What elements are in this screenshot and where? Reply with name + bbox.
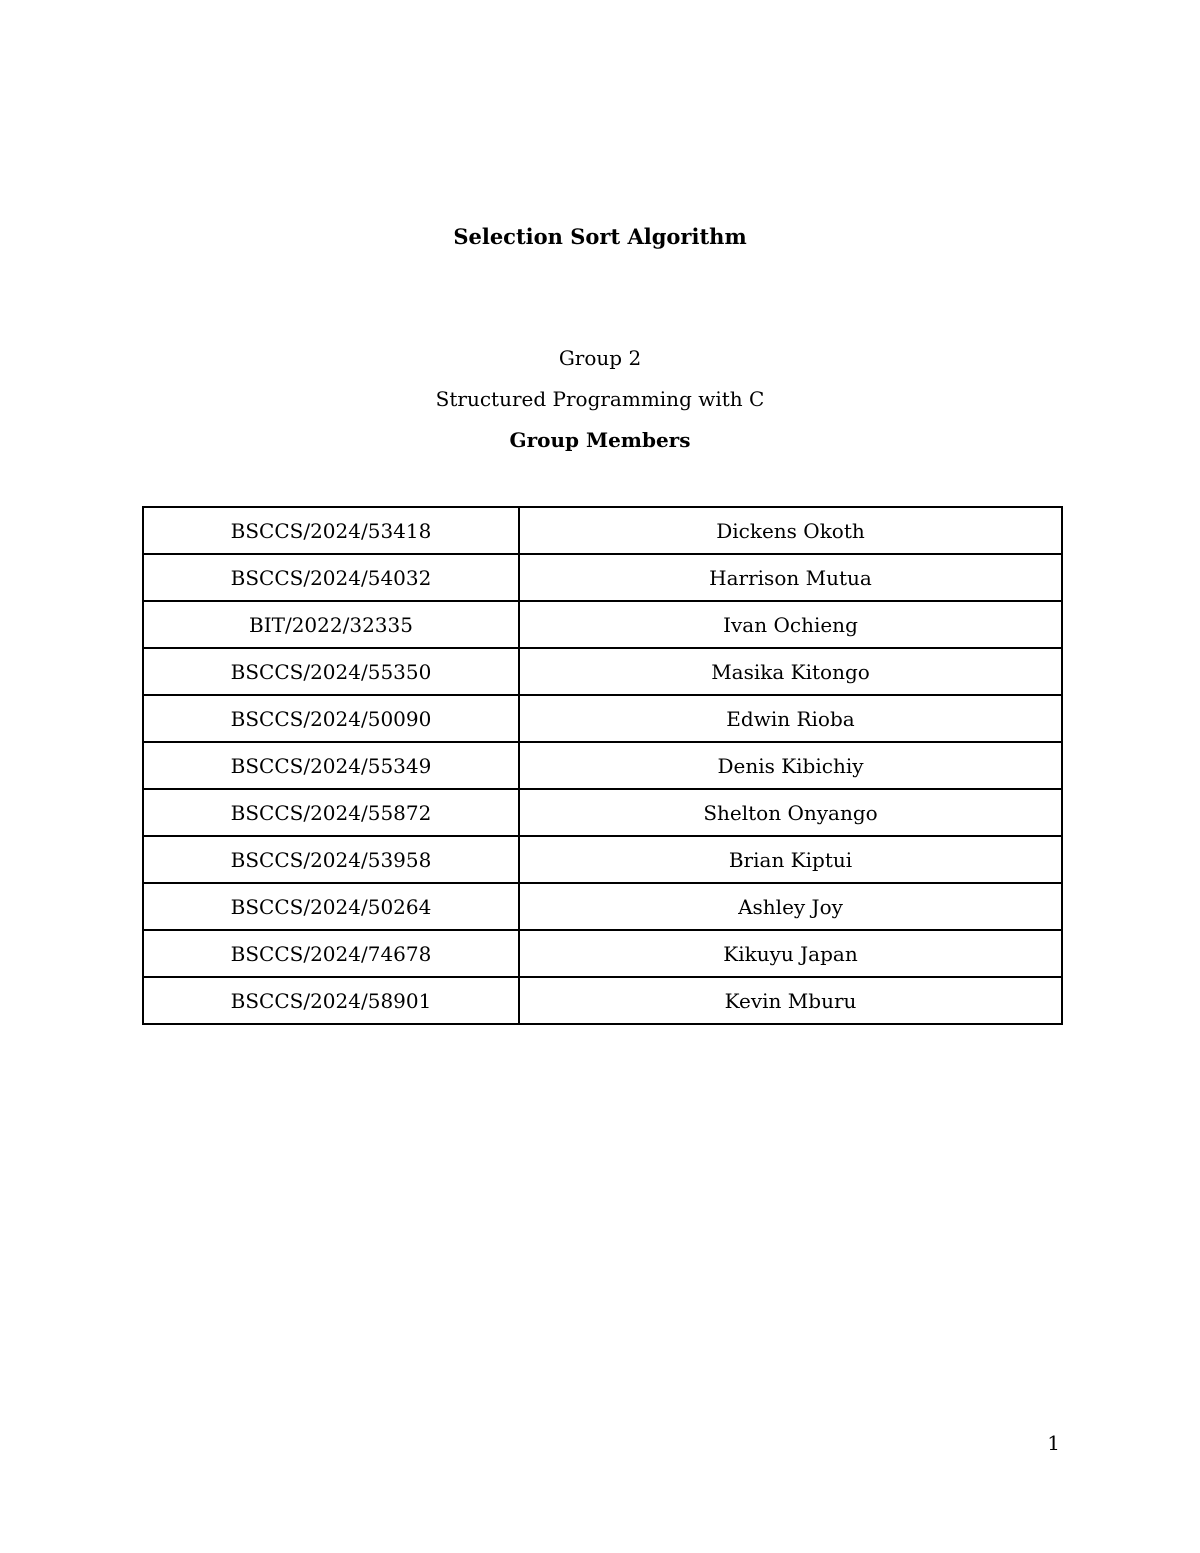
member-id: BSCCS/2024/58901	[143, 977, 519, 1024]
member-id: BIT/2022/32335	[143, 601, 519, 648]
table-row	[143, 601, 1062, 648]
member-name: Harrison Mutua	[519, 554, 1062, 601]
table-row	[143, 930, 1062, 977]
table-row	[143, 648, 1062, 695]
member-id: BSCCS/2024/50264	[143, 883, 519, 930]
member-name: Ivan Ochieng	[519, 601, 1062, 648]
member-name: Ashley Joy	[519, 883, 1062, 930]
table-row	[143, 883, 1062, 930]
members-heading: Group Members	[509, 428, 691, 452]
member-name: Kikuyu Japan	[519, 930, 1062, 977]
member-name: Denis Kibichiy	[519, 742, 1062, 789]
member-id: BSCCS/2024/74678	[143, 930, 519, 977]
member-id: BSCCS/2024/55350	[143, 648, 519, 695]
table-row	[143, 836, 1062, 883]
member-id: BSCCS/2024/50090	[143, 695, 519, 742]
members-table	[142, 506, 1063, 1025]
table-row	[143, 695, 1062, 742]
table-row	[143, 742, 1062, 789]
member-id: BSCCS/2024/53418	[143, 507, 519, 554]
table-row	[143, 977, 1062, 1024]
member-id: BSCCS/2024/53958	[143, 836, 519, 883]
member-name: Masika Kitongo	[519, 648, 1062, 695]
member-name: Dickens Okoth	[519, 507, 1062, 554]
member-id: BSCCS/2024/55349	[143, 742, 519, 789]
page-number: 1	[1047, 1431, 1060, 1455]
member-name: Kevin Mburu	[519, 977, 1062, 1024]
member-name: Brian Kiptui	[519, 836, 1062, 883]
member-id: BSCCS/2024/54032	[143, 554, 519, 601]
table-row	[143, 507, 1062, 554]
table-row	[143, 789, 1062, 836]
course-name: Structured Programming with C	[435, 387, 765, 411]
member-name: Shelton Onyango	[519, 789, 1062, 836]
table-row	[143, 554, 1062, 601]
member-id: BSCCS/2024/55872	[143, 789, 519, 836]
group-label: Group 2	[558, 346, 642, 370]
document-title: Selection Sort Algorithm	[453, 224, 747, 249]
member-name: Edwin Rioba	[519, 695, 1062, 742]
